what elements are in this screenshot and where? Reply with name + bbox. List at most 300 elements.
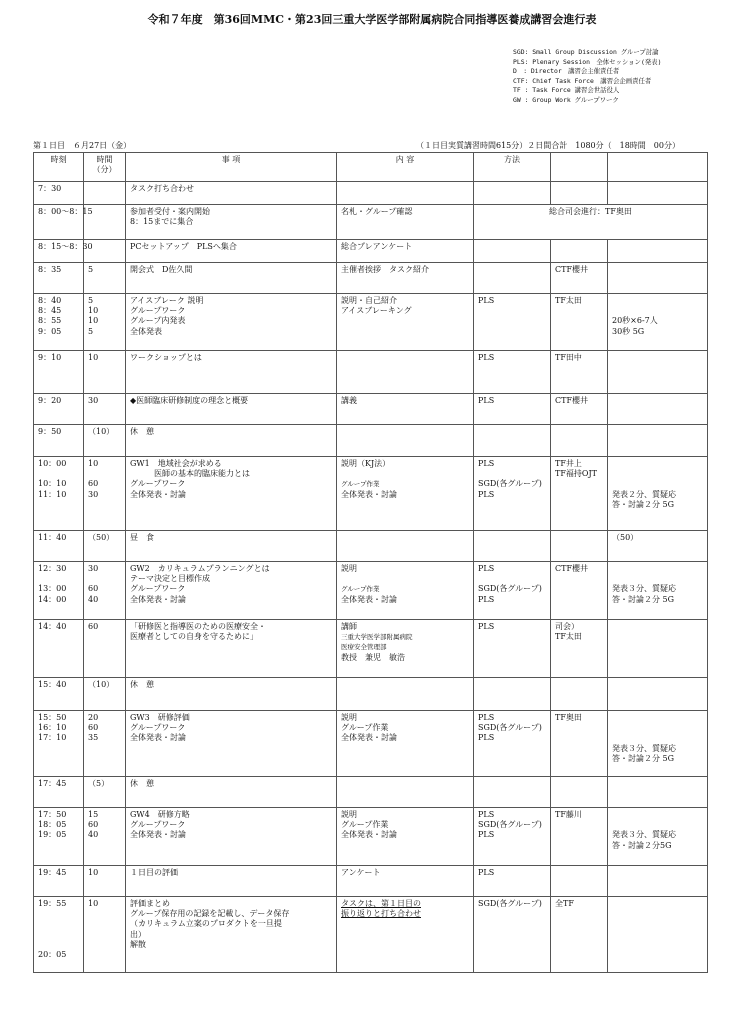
content-text [341,533,469,543]
day-header [33,140,707,152]
cell-note [608,394,708,425]
cell-dur [84,182,126,205]
cell-staff [551,240,608,263]
time-text: 12：30 [38,564,67,573]
time-text: 15：50 [38,713,67,722]
content-text: 振り返りと打ち合わせ [341,909,421,919]
cell-note [608,711,708,777]
note-text [612,469,703,479]
cell-item [126,457,337,531]
content-text: 全体発表・討論 [341,733,397,743]
dur-text: （50） [88,533,115,542]
cell-staff [551,294,608,351]
dur-text: （10） [88,427,115,436]
cell-time [34,562,84,620]
cell-staff [551,531,608,562]
table-row [34,620,708,678]
cell-method [474,620,551,678]
note-text [612,242,703,252]
staff-text [555,680,603,690]
cell-method [474,531,551,562]
note-text [612,820,703,830]
cell-content [337,205,474,240]
table-row [34,425,708,457]
staff-text: TF太田 [555,296,582,305]
cell-dur [84,263,126,294]
staff-text: CTF櫻井 [555,396,589,405]
method-text: PLS [478,594,495,604]
cell-method [474,808,551,866]
note-text [612,265,703,275]
item-text: 参加者受付・案内開始 [130,207,210,216]
note-text: 30秒 5G [612,326,645,336]
staff-text: TF福持OJT [555,469,597,479]
note-text: 発表３分、質疑応 [612,830,676,840]
cell-note [608,866,708,897]
table-row [34,182,708,205]
cell-dur [84,897,126,973]
note-text [612,680,703,690]
cell-staff [551,182,608,205]
item-text: （カリキュラム立案のプロダクトを一旦提 [130,919,282,929]
note-text [612,810,703,820]
method-text: PLS [478,489,495,499]
cell-content [337,866,474,897]
method-text: PLS [478,868,495,877]
header-method: 方法 [474,153,551,182]
content-text: 説明 [341,564,357,573]
time-text [38,930,79,940]
cell-dur [84,777,126,808]
note-text: 答・討論２分 5G [612,753,675,763]
cell-content [337,394,474,425]
staff-text [555,184,603,194]
table-row [34,562,708,620]
cell-note [608,240,708,263]
table-row [34,897,708,973]
note-text [612,306,703,316]
dur-text [88,574,121,584]
cell-item [126,263,337,294]
cell-method [474,351,551,394]
dur-text: 40 [88,594,99,604]
cell-item [126,205,337,240]
content-text: グループ作業 [341,723,389,733]
cell-dur [84,620,126,678]
content-text: 説明 [341,810,357,819]
item-text: PCセットアップ PLSへ集合 [130,242,237,251]
dur-text: 40 [88,830,99,840]
content-text: アンケート [341,868,381,877]
time-text: 19：45 [38,868,67,877]
cell-item [126,394,337,425]
cell-method [474,394,551,425]
cell-item [126,866,337,897]
cell-note [608,457,708,531]
staff-text: 全TF [555,899,574,908]
content-text: 全体発表・討論 [341,489,397,499]
item-text: ワークショップとは [130,353,202,362]
dur-text: 10 [88,868,99,877]
staff-text: CTF櫻井 [555,265,589,274]
note-text [612,899,703,909]
cell-content [337,182,474,205]
content-text: 総合プレアンケート [341,242,413,251]
note-text: 発表２分、質疑応 [612,489,676,499]
cell-method [474,777,551,808]
table-row [34,457,708,531]
dur-text: （5） [88,779,110,788]
content-text: 説明（KJ法） [341,459,391,468]
cell-time [34,351,84,394]
cell-note [608,425,708,457]
method-text [478,469,546,479]
content-text [341,184,469,194]
note-text [612,184,703,194]
dur-text: 30 [88,396,99,405]
header-row [34,153,708,182]
dur-text [88,207,121,217]
time-text: 17：50 [38,810,67,819]
method-text: PLS [478,713,495,722]
cell-item [126,897,337,973]
dur-text: 60 [88,820,99,830]
time-text: 8：35 [38,265,62,274]
cell-item [126,562,337,620]
cell-staff [551,394,608,425]
cell-content [337,425,474,457]
dur-text: 5 [88,265,94,274]
note-text [612,296,703,306]
cell-item [126,240,337,263]
content-text: グループ作業 [341,480,380,489]
cell-method [474,263,551,294]
cell-note [608,678,708,711]
note-text: 答・討論２分5G [612,840,672,850]
method-text: PLS [478,459,495,468]
time-text: 14：00 [38,594,67,604]
method-text [478,533,546,543]
table-row [34,866,708,897]
time-text [38,909,79,919]
note-text [612,353,703,363]
time-text: 10：00 [38,459,67,468]
item-text: 休 憩 [130,680,154,689]
note-text: 発表３分、質疑応 [612,584,676,594]
cell-item [126,808,337,866]
dur-text: 15 [88,810,99,819]
note-text [612,723,703,733]
note-text: 発表３分、質疑応 [612,743,676,753]
cell-method [474,866,551,897]
header-content: 内 容 [337,153,474,182]
dur-text: 10 [88,316,99,326]
time-text: 15：40 [38,680,67,689]
note-text: 20秒×6-7人 [612,316,658,326]
cell-dur [84,678,126,711]
cell-staff [551,711,608,777]
schedule-table [33,152,708,973]
content-text: グループ作業 [341,820,389,830]
cell-note [608,531,708,562]
method-text: PLS [478,564,495,573]
cell-content [337,240,474,263]
method-text: PLS [478,733,495,743]
dur-text: （10） [88,680,115,689]
staff-text [555,779,603,789]
time-text: 8：55 [38,316,62,326]
legend-entry: TF : Task Force 講習会世話役人 [513,86,620,95]
cell-dur [84,425,126,457]
span-text: 総合司会進行：TF奥田 [549,207,632,216]
table-row [34,294,708,351]
note-text [612,396,703,406]
cell-content [337,711,474,777]
cell-dur [84,808,126,866]
staff-text [555,427,603,437]
time-text: 8：15〜8：30 [38,242,93,251]
cell-content [337,531,474,562]
item-text: 全体発表・討論 [130,733,186,743]
item-text: 全体発表・討論 [130,489,186,499]
table-row [34,351,708,394]
item-text: グループワーク [130,584,186,594]
staff-text: TF田中 [555,353,582,362]
method-text [478,574,546,584]
cell-time [34,182,84,205]
item-text: 全体発表・討論 [130,594,186,604]
content-text: 主催者挨拶 タスク紹介 [341,265,429,274]
legend-entry: GW : Group Work グループワーク [513,95,619,104]
cell-dur [84,531,126,562]
staff-text: CTF櫻井 [555,564,589,573]
cell-item [126,711,337,777]
dur-text: 5 [88,326,94,336]
note-text: 答・討論２分 5G [612,594,675,604]
dur-text [88,242,121,252]
header-staff [551,153,608,182]
item-text: GW1 地域社会が求める [130,459,222,468]
item-text: グループ保存用の記録を記載し、データ保存 [130,909,290,919]
item-text: グループワーク [130,820,186,830]
cell-note [608,294,708,351]
staff-text: TF奥田 [555,713,582,722]
cell-staff [551,777,608,808]
cell-content [337,620,474,678]
time-text: 11：10 [38,489,67,499]
dur-text: 5 [88,296,94,305]
staff-text [555,242,603,252]
cell-method [474,182,551,205]
method-text [478,184,546,194]
item-text: GW3 研修評価 [130,713,190,722]
item-text: 医師の基本的臨床能力とは [130,469,250,479]
dur-text: 60 [88,622,99,631]
dur-text: 30 [88,564,99,573]
item-text: グループワーク [130,723,186,733]
note-text [612,564,703,574]
method-text: SGD(各グループ) [478,479,542,489]
table-row [34,678,708,711]
item-text: 「研修医と指導医のための医療安全・ [130,622,266,631]
header-item: 事 項 [126,153,337,182]
dur-text: 10 [88,306,99,316]
content-text: 講義 [341,396,357,405]
item-text: ◆医師臨床研修制度の理念と概要 [130,396,249,405]
cell-dur [84,351,126,394]
cell-staff [551,425,608,457]
cell-time [34,205,93,240]
content-text: 医療安全管理部 [341,643,387,652]
cell-dur [84,457,126,531]
time-text: 16：10 [38,723,67,733]
cell-staff [551,351,608,394]
cell-item [126,425,337,457]
cell-method [474,897,551,973]
item-text: 昼 食 [130,533,154,542]
time-text: 8：45 [38,306,62,316]
method-text: PLS [478,810,495,819]
table-row [34,205,708,240]
cell-staff [551,808,608,866]
legend-entry: CTF: Chief Task Force 講習会企画責任者 [513,76,652,85]
cell-note [608,182,708,205]
cell-method [474,425,551,457]
time-text: 18：05 [38,820,67,830]
method-text [478,427,546,437]
cell-dur [84,866,126,897]
table-row [34,808,708,866]
cell-content [337,777,474,808]
cell-dur [84,294,126,351]
content-text: 講師 [341,622,357,631]
note-text [612,459,703,469]
method-text: SGD(各グループ) [478,820,542,830]
table-row [34,531,708,562]
method-text: PLS [478,830,495,840]
cell-note [608,620,708,678]
item-text: 評価まとめ [130,899,170,908]
dur-text: 60 [88,584,99,594]
time-text [38,469,79,479]
method-text: SGD(各グループ) [478,584,542,594]
table-row [34,240,708,263]
legend-entry: SGD: Small Group Discussion グループ討論 [513,48,659,56]
item-text: 開会式 D佐久間 [130,265,193,274]
note-text: 答・討論２分 5G [612,499,675,509]
dur-text [88,184,121,194]
cell-time [34,808,84,866]
day-label: 第１日目 ６月27日（金） [33,141,132,150]
cell-staff [551,678,608,711]
dur-text: 10 [88,459,99,468]
item-text: グループ内発表 [130,316,186,326]
item-text: GW4 研修方略 [130,810,190,819]
dur-text: 60 [88,723,99,733]
content-text: タスクは、第１日目の [341,899,421,908]
method-text [478,242,546,252]
time-text: 19：05 [38,830,67,840]
time-text [38,919,79,929]
cell-item [126,777,337,808]
abbreviation-legend [513,48,661,106]
method-text: PLS [478,296,495,305]
item-text: 解散 [130,939,146,949]
time-text: 20：05 [38,949,67,959]
table-row [34,394,708,425]
time-text: 14：40 [38,622,67,631]
time-text: 17：10 [38,733,67,743]
note-text [612,574,703,584]
content-text [341,469,469,479]
cell-dur [84,711,126,777]
cell-staff [551,620,608,678]
content-text [341,427,469,437]
cell-time [34,394,84,425]
method-text: PLS [478,622,495,631]
note-text [612,479,703,489]
content-text [341,353,469,363]
cell-method [474,562,551,620]
time-text: 8：40 [38,296,62,305]
cell-dur [84,394,126,425]
content-text: 名札・グループ確認 [341,207,413,216]
cell-time [34,240,93,263]
method-text: PLS [478,396,495,405]
table-row [34,777,708,808]
cell-time [34,457,84,531]
staff-text [555,868,603,878]
content-text: グループ作業 [341,585,380,594]
cell-time [34,531,84,562]
item-text: 出） [130,929,146,939]
dur-text [88,469,121,479]
page-title: 令和７年度 第36回MMC・第23回三重大学医学部附属病院合同指導医養成講習会進行表 [147,13,597,26]
cell-time [34,425,84,457]
item-text: 医療者としての自身を守るために」 [130,632,258,642]
cell-item [126,620,337,678]
header-time: 時刻 [34,153,84,182]
content-text [341,574,469,584]
time-text: 8：00〜8：15 [38,207,93,216]
content-text: アイスブレーキング [341,306,412,316]
item-text: 休 憩 [130,427,154,436]
legend-entry: D : Director 講習会主催責任者 [513,67,620,76]
dur-text: 60 [88,479,99,489]
time-text [38,940,79,950]
item-text: グループワーク [130,306,186,316]
note-text [612,622,703,632]
staff-text [555,533,603,543]
content-text: 説明 [341,713,357,722]
content-text: 教授 兼児 敏浩 [341,652,405,662]
header-note [608,153,708,182]
cell-content [337,678,474,711]
time-text: 7：30 [38,184,62,193]
content-text: 三重大学医学部附属病院 [341,633,413,642]
staff-text: TF藤川 [555,810,582,819]
table-row [34,711,708,777]
cell-note [608,808,708,866]
staff-text: TF井上 [555,459,582,468]
cell-span [474,205,708,240]
cell-content [337,294,474,351]
cell-time [34,777,84,808]
cell-staff [551,866,608,897]
dur-text: 30 [88,489,99,499]
time-text: 10：10 [38,479,67,489]
cell-content [337,808,474,866]
